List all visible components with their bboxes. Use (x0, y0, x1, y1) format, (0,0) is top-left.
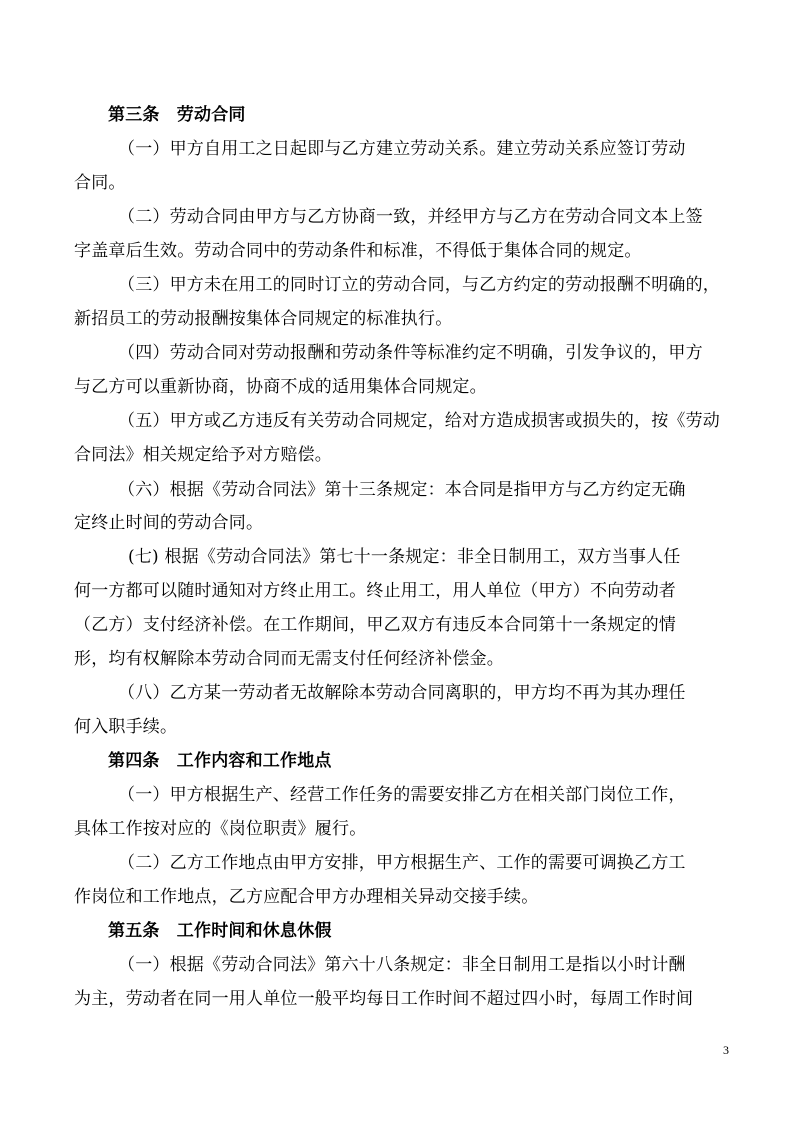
paragraph-line: 作岗位和工作地点，乙方应配合甲方办理相关异动交接手续。 (74, 887, 539, 907)
heading-article-4: 第四条 工作内容和工作地点 (108, 751, 332, 771)
paragraph-line: 合同法》相关规定给予对方赔偿。 (74, 445, 332, 465)
paragraph-line: （二）劳动合同由甲方与乙方协商一致，并经甲方与乙方在劳动合同文本上签 (118, 207, 703, 227)
paragraph-line: 字盖章后生效。劳动合同中的劳动条件和标准，不得低于集体合同的规定。 (74, 241, 642, 261)
paragraph-line: （八）乙方某一劳动者无故解除本劳动合同离职的，甲方均不再为其办理任 (118, 683, 686, 703)
paragraph-line: （一）甲方自用工之日起即与乙方建立劳动关系。建立劳动关系应签订劳动 (118, 139, 686, 159)
paragraph-line: 形，均有权解除本劳动合同而无需支付任何经济补偿金。 (74, 649, 504, 669)
paragraph-line: 与乙方可以重新协商，协商不成的适用集体合同规定。 (74, 377, 487, 397)
heading-article-3: 第三条 劳动合同 (108, 105, 246, 125)
paragraph-line: (七) 根据《劳动合同法》第七十一条规定：非全日制用工，双方当事人任 (128, 547, 681, 567)
heading-article-5: 第五条 工作时间和休息休假 (108, 921, 332, 941)
paragraph-line: 新招员工的劳动报酬按集体合同规定的标准执行。 (74, 309, 453, 329)
paragraph-line: （三）甲方未在用工的同时订立的劳动合同，与乙方约定的劳动报酬不明确的， (118, 275, 720, 295)
paragraph-line: 合同。 (74, 173, 126, 193)
paragraph-line: （六）根据《劳动合同法》第十三条规定：本合同是指甲方与乙方约定无确 (118, 480, 686, 500)
paragraph-line: （乙方）支付经济补偿。在工作期间，甲乙双方有违反本合同第十一条规定的情 (74, 615, 676, 635)
paragraph-line: 定终止时间的劳动合同。 (74, 513, 264, 533)
paragraph-line: 为主，劳动者在同一用人单位一般平均每日工作时间不超过四小时，每周工作时间 (74, 989, 694, 1009)
paragraph-line: （四）劳动合同对劳动报酬和劳动条件等标准约定不明确，引发争议的，甲方 (118, 343, 703, 363)
paragraph-line: 何入职手续。 (74, 717, 178, 737)
paragraph-line: （五）甲方或乙方违反有关劳动合同规定，给对方造成损害或损失的，按《劳动 (118, 411, 720, 431)
paragraph-line: 何一方都可以随时通知对方终止用工。终止用工，用人单位（甲方）不向劳动者 (74, 581, 676, 601)
paragraph-line: （一）甲方根据生产、经营工作任务的需要安排乙方在相关部门岗位工作， (118, 785, 686, 805)
paragraph-line: （二）乙方工作地点由甲方安排，甲方根据生产、工作的需要可调换乙方工 (118, 853, 686, 873)
paragraph-line: 具体工作按对应的《岗位职责》履行。 (74, 819, 367, 839)
page-number: 3 (723, 1043, 729, 1057)
paragraph-line: （一）根据《劳动合同法》第六十八条规定：非全日制用工是指以小时计酬 (118, 955, 686, 975)
